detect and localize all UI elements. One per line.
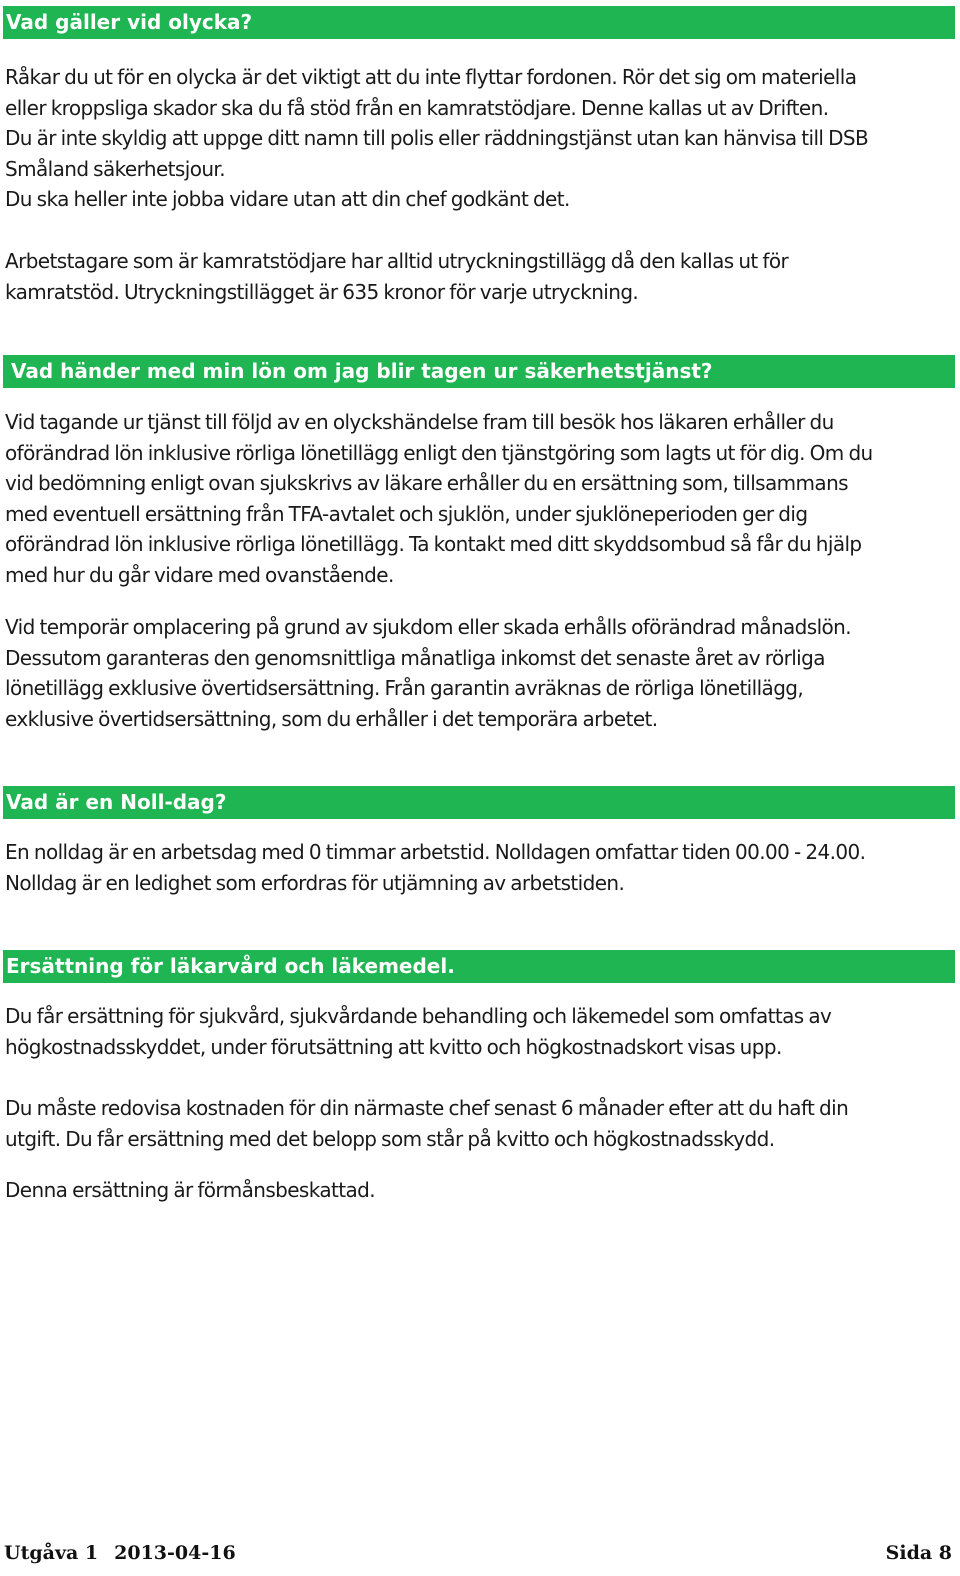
text-line: Småland säkerhetsjour.	[5, 156, 225, 181]
section-heading-lon: Vad händer med min lön om jag blir tagen ur säkerhetstjänst?	[3, 355, 955, 388]
text-line: Nolldag är en ledighet som erfordras för utjämning av arbetstiden.	[5, 870, 625, 895]
text-line: Vid tagande ur tjänst till följd av en olyckshändelse fram till besök hos läkaren erhåller du	[5, 410, 834, 434]
text-line: exklusive övertidsersättning, som du erhåller i det temporära arbetet.	[5, 706, 658, 731]
text-line: högkostnadsskyddet, under förutsättning att kvitto och högkostnadskort visas upp.	[5, 1034, 782, 1059]
page-number: Sida 8	[885, 1542, 952, 1564]
text-line: Dessutom garanteras den genomsnittliga månatliga inkomst det senaste året av rörliga	[5, 645, 825, 670]
paragraph	[5, 612, 955, 734]
section-heading-lakarvard: Ersättning för läkarvård och läkemedel.	[3, 950, 955, 983]
edition-label: Utgåva 1	[4, 1542, 99, 1564]
paragraph	[5, 837, 955, 898]
paragraph	[5, 62, 955, 215]
text-line: vid bedömning enligt ovan sjukskrivs av läkare erhåller du en ersättning som, tillsammans	[5, 471, 848, 496]
paragraph	[5, 1001, 955, 1062]
text-line: Denna ersättning är förmånsbeskattad.	[5, 1178, 376, 1202]
text-line: oförändrad lön inklusive rörliga lönetillägg enligt den tjänstgöring som lagts ut för dig. Om du	[5, 440, 873, 465]
text-line: lönetillägg exklusive övertidsersättning. Från garantin avräknas de rörliga lönetillägg,	[5, 676, 804, 701]
text-line: Du får ersättning för sjukvård, sjukvårdande behandling och läkemedel som omfattas av	[5, 1004, 832, 1028]
text-line: eller kroppsliga skador ska du få stöd från en kamratstödjare. Denne kallas ut av Driften.	[5, 95, 829, 120]
text-line: med hur du går vidare med ovanstående.	[5, 562, 394, 587]
text-line: med eventuell ersättning från TFA-avtalet och sjuklön, under sjuklöneperioden ger dig	[5, 501, 808, 526]
text-line: Du ska heller inte jobba vidare utan att din chef godkänt det.	[5, 187, 570, 212]
footer-edition	[4, 1541, 236, 1565]
paragraph	[5, 407, 955, 591]
edition-date: 2013-04-16	[114, 1542, 236, 1564]
section-heading-olycka: Vad gäller vid olycka?	[3, 6, 955, 39]
text-line: Du måste redovisa kostnaden för din närmaste chef senast 6 månader efter att du haft din	[5, 1096, 849, 1120]
text-line: Råkar du ut för en olycka är det viktigt att du inte flyttar fordonen. Rör det sig om materiella	[5, 65, 857, 89]
text-line: oförändrad lön inklusive rörliga lönetillägg. Ta kontakt med ditt skyddsombud så får du hjälp	[5, 532, 862, 557]
paragraph	[5, 1093, 955, 1154]
paragraph	[5, 246, 955, 307]
text-line: kamratstöd. Utryckningstillägget är 635 kronor för varje utryckning.	[5, 279, 639, 304]
paragraph	[5, 1175, 955, 1206]
text-line: Du är inte skyldig att uppge ditt namn till polis eller räddningstjänst utan kan hänvisa till DSB	[5, 126, 869, 151]
text-line: En nolldag är en arbetsdag med 0 timmar arbetstid. Nolldagen omfattar tiden 00.00 - 24.00.	[5, 840, 866, 864]
text-line: utgift. Du får ersättning med det belopp som står på kvitto och högkostnadsskydd.	[5, 1126, 775, 1151]
text-line: Vid temporär omplacering på grund av sjukdom eller skada erhålls oförändrad månadslön.	[5, 615, 852, 639]
text-line: Arbetstagare som är kamratstödjare har alltid utryckningstillägg då den kallas ut för	[5, 249, 789, 273]
section-heading-nolldag: Vad är en Noll-dag?	[3, 786, 955, 819]
